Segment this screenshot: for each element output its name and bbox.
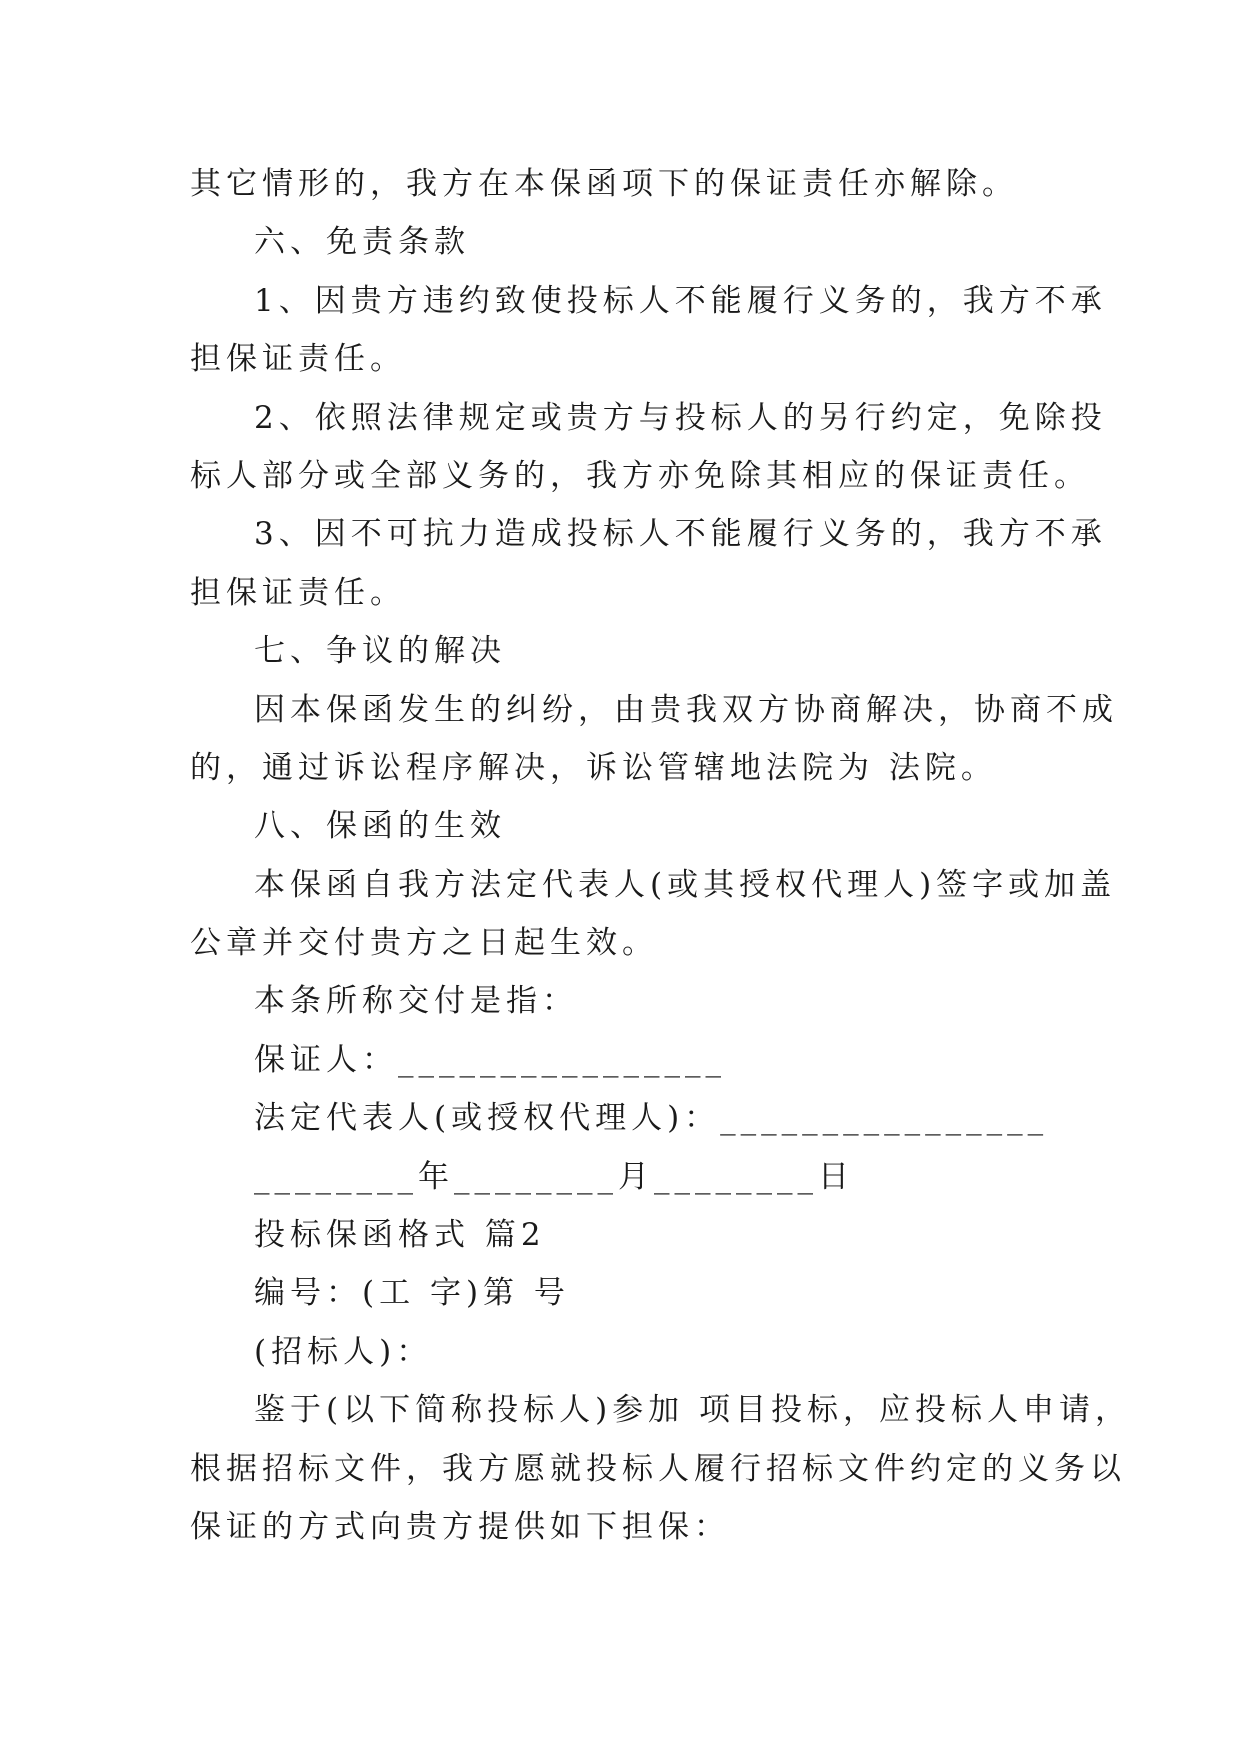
text-line: 七、争议的解决 <box>254 633 506 670</box>
text-line: 保证的方式向贵方提供如下担保： <box>190 1508 730 1545</box>
text-line: 本条所称交付是指： <box>254 983 578 1020</box>
text-line: 根据招标文件，我方愿就投标人履行招标文件约定的义务以 <box>190 1450 1126 1487</box>
text-line: 六、免责条款 <box>254 224 470 261</box>
text-line: 担保证责任。 <box>190 341 406 378</box>
document-body <box>190 155 1132 1556</box>
text-line: 公章并交付贵方之日起生效。 <box>190 925 658 962</box>
text-line: 保证人：________________ <box>254 1041 726 1078</box>
text-line: 投标保函格式 篇2 <box>254 1217 546 1254</box>
text-line: 3、因不可抗力造成投标人不能履行义务的，我方不承 <box>254 516 1107 553</box>
text-line: 八、保函的生效 <box>254 808 506 845</box>
text-line: 编号：(工 字)第 号 <box>254 1275 570 1312</box>
text-line: 担保证责任。 <box>190 574 406 611</box>
text-line: 2、依照法律规定或贵方与投标人的另行约定，免除投 <box>254 399 1107 436</box>
text-line: 1、因贵方违约致使投标人不能履行义务的，我方不承 <box>254 282 1107 319</box>
text-line: ________年________月________日 <box>254 1158 854 1195</box>
text-line: 标人部分或全部义务的，我方亦免除其相应的保证责任。 <box>190 457 1090 494</box>
text-line: 因本保函发生的纠纷，由贵我双方协商解决，协商不成 <box>254 691 1118 728</box>
text-line: 其它情形的，我方在本保函项下的保证责任亦解除。 <box>190 166 1018 202</box>
text-line: 的，通过诉讼程序解决，诉讼管辖地法院为 法院。 <box>190 749 997 786</box>
text-line: 法定代表人(或授权代理人)：________________ <box>254 1100 1049 1137</box>
text-line: 本保函自我方法定代表人(或其授权代理人)签字或加盖 <box>254 866 1117 903</box>
text-line: 鉴于(以下简称投标人)参加 项目投标，应投标人申请， <box>254 1392 1132 1429</box>
text-line: (招标人)： <box>254 1333 433 1370</box>
